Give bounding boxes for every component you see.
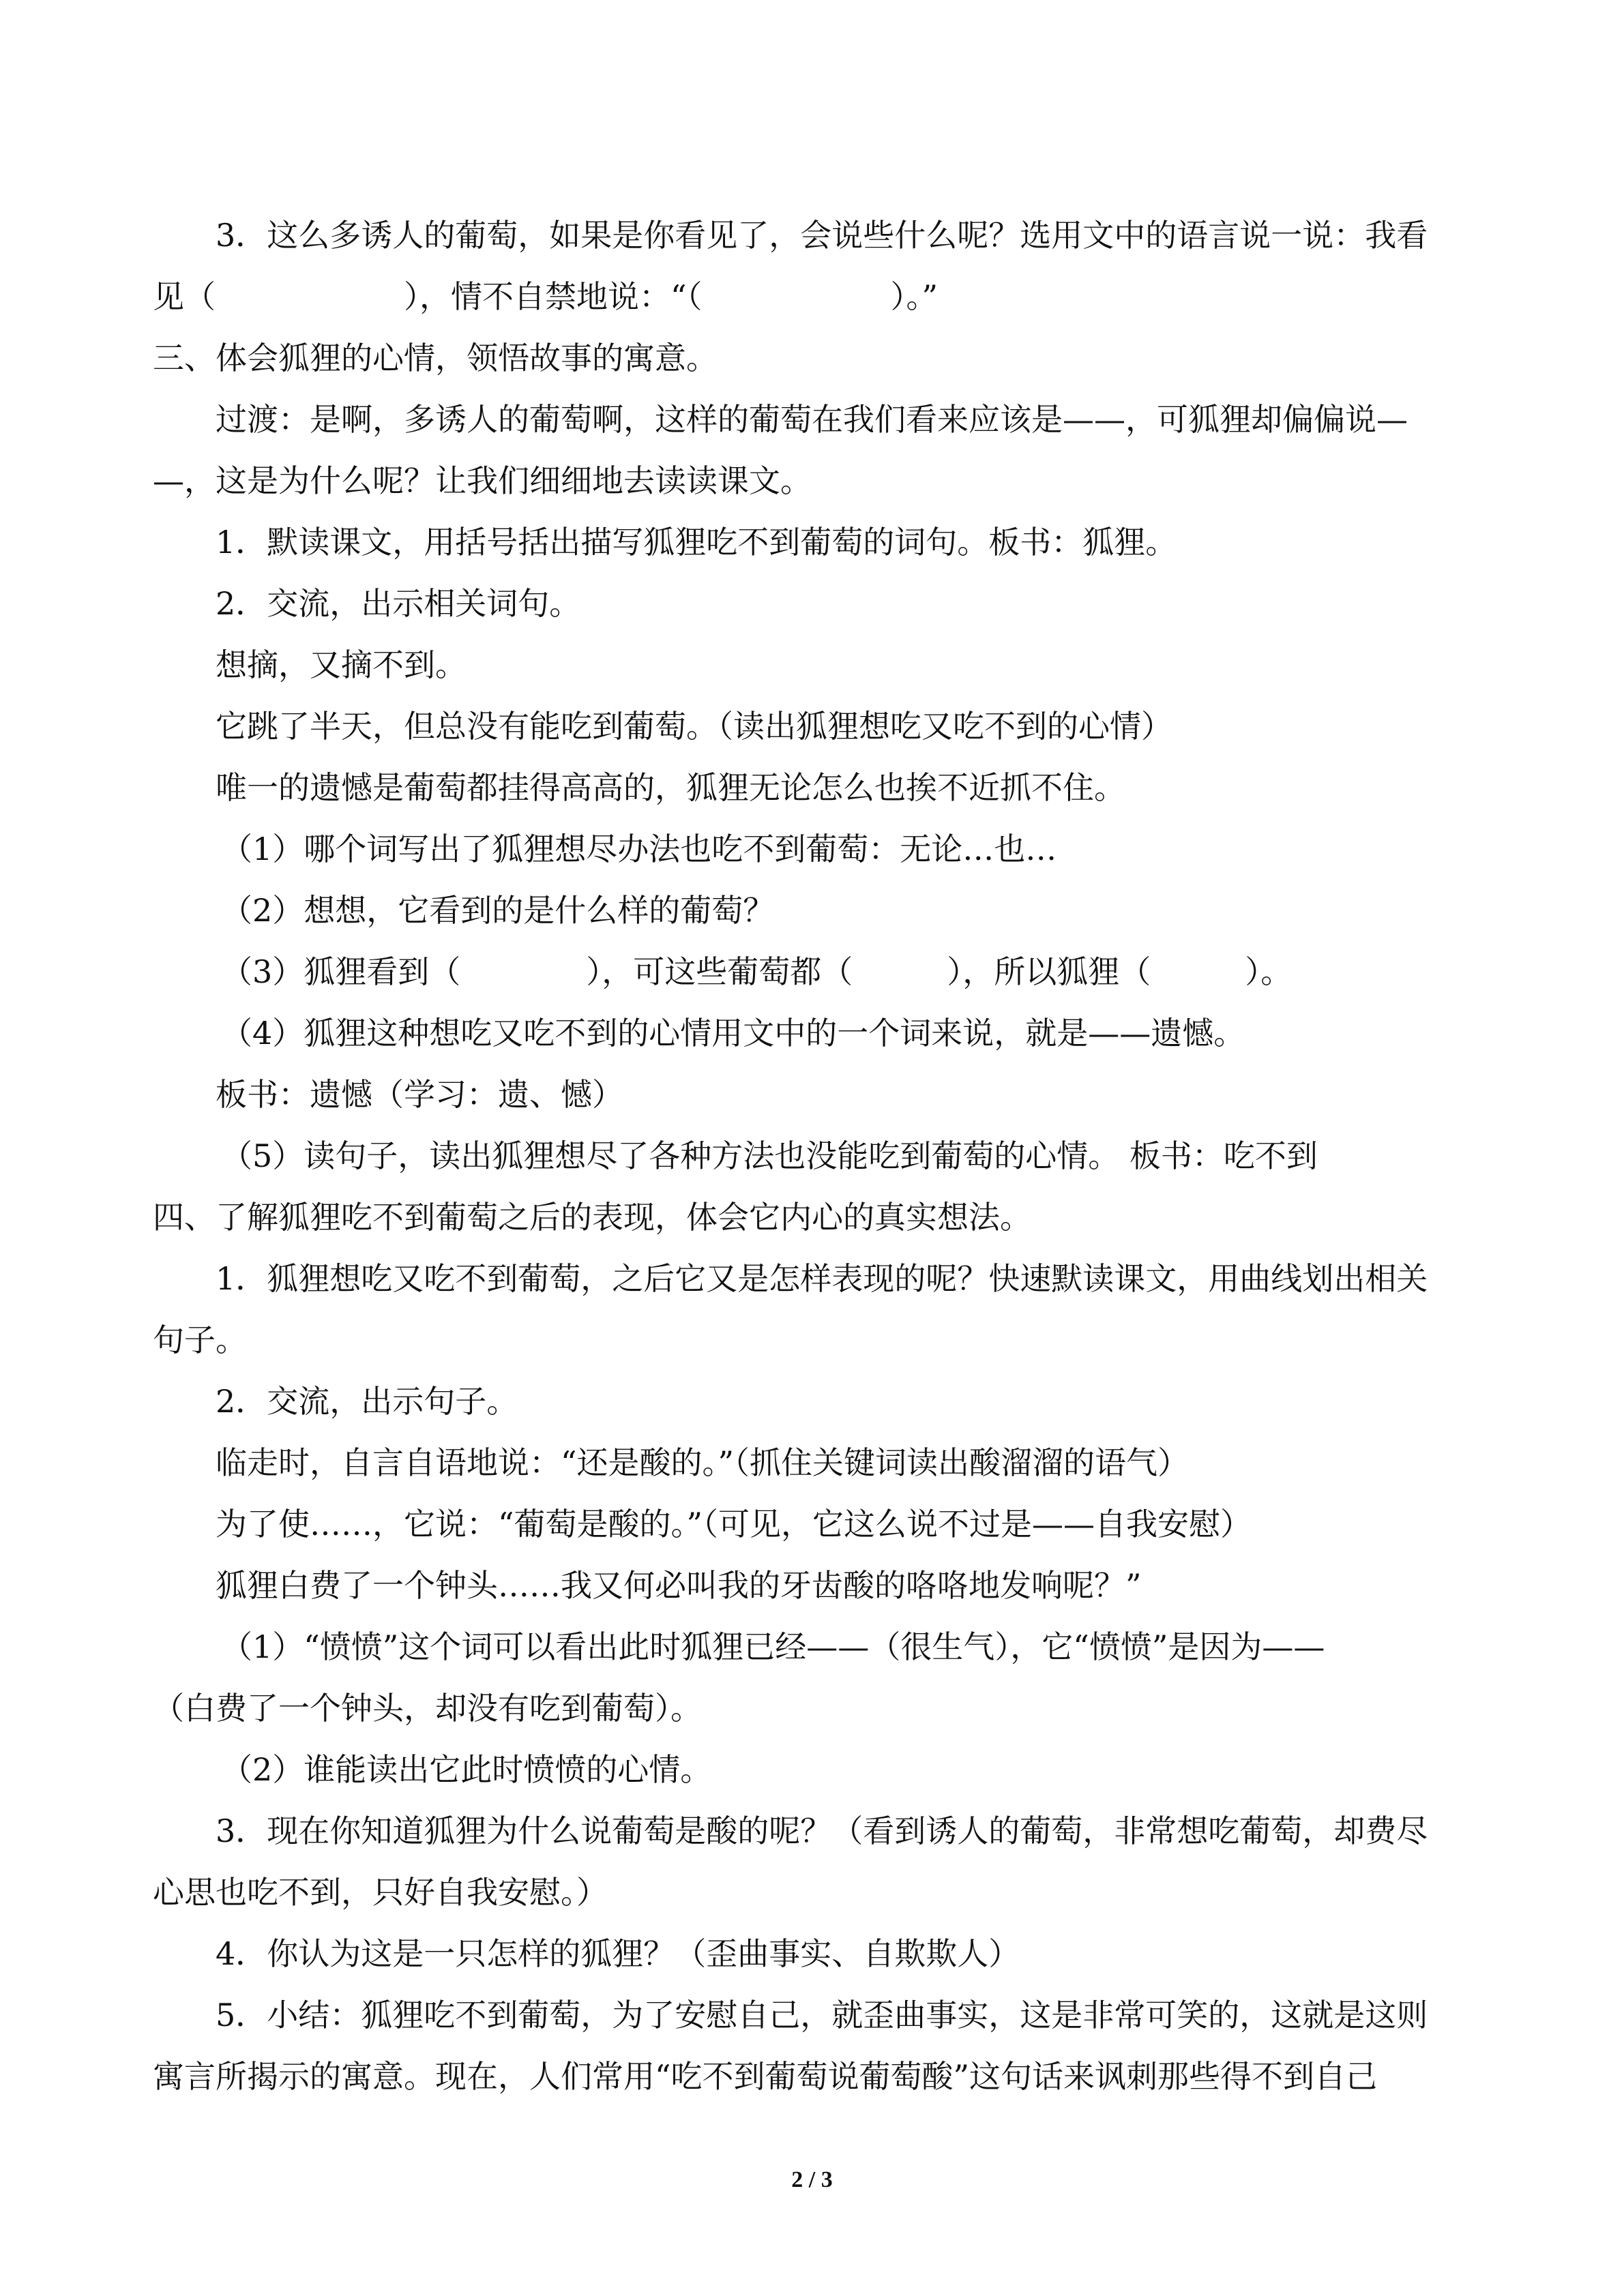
text-line: 句子。 <box>153 1322 247 1358</box>
page-number: 2 / 3 <box>791 2167 833 2192</box>
text-line: （1）“愤愤”这个词可以看出此时狐狸已经——（很生气），它“愤愤”是因为—— <box>221 1628 1325 1665</box>
text-line: —，这是为什么呢？让我们细细地去读读课文。 <box>153 462 812 499</box>
text-line: 心思也吃不到，只好自我安慰。） <box>153 1874 608 1911</box>
text-line: 板书：遗憾（学习：遗、憾） <box>216 1076 623 1113</box>
text-line: 1．狐狸想吃又吃不到葡萄，之后它又是怎样表现的呢？快速默读课文，用曲线划出相关 <box>216 1260 1428 1297</box>
text-line: 寓言所揭示的寓意。现在，人们常用“吃不到葡萄说葡萄酸”这句话来讽刺那些得不到自己 <box>153 2058 1378 2095</box>
text-line: 想摘，又摘不到。 <box>216 646 467 683</box>
document-body <box>153 205 1473 2107</box>
text-line: 临走时，自言自语地说：“还是酸的。”（抓住关键词读出酸溜溜的语气） <box>216 1444 1190 1481</box>
text-line: （4）狐狸这种想吃又吃不到的心情用文中的一个词来说，就是——遗憾。 <box>221 1015 1245 1052</box>
text-line: 四、了解狐狸吃不到葡萄之后的表现，体会它内心的真实想法。 <box>153 1199 1031 1236</box>
text-line: （1）哪个词写出了狐狸想尽办法也吃不到葡萄：无论…也… <box>221 831 1057 867</box>
text-line: 狐狸白费了一个钟头……我又何必叫我的牙齿酸的咯咯地发响呢？” <box>216 1567 1142 1604</box>
text-line: 5．小结：狐狸吃不到葡萄，为了安慰自己，就歪曲事实，这是非常可笑的，这就是这则 <box>216 1997 1428 2033</box>
text-line: （5）读句子，读出狐狸想尽了各种方法也没能吃到葡萄的心情。 板书：吃不到 <box>221 1137 1318 1174</box>
text-line: （2）谁能读出它此时愤愤的心情。 <box>221 1751 712 1788</box>
text-line: 为了使……，它说：“葡萄是酸的。”（可见，它这么说不过是——自我安慰） <box>216 1506 1252 1542</box>
text-line: 3．这么多诱人的葡萄，如果是你看见了，会说些什么呢？选用文中的语言说一说：我看 <box>216 217 1428 254</box>
text-line: 2．交流，出示句子。 <box>216 1383 518 1420</box>
text-line: 1．默读课文，用括号括出描写狐狸吃不到葡萄的词句。板书：狐狸。 <box>216 524 1177 561</box>
text-line: 它跳了半天，但总没有能吃到葡萄。（读出狐狸想吃又吃不到的心情） <box>216 708 1172 745</box>
text-line: 唯一的遗憾是葡萄都挂得高高的，狐狸无论怎么也挨不近抓不住。 <box>216 769 1125 806</box>
text-line: 三、体会狐狸的心情，领悟故事的寓意。 <box>153 340 718 376</box>
text-line: 2．交流，出示相关词句。 <box>216 585 581 622</box>
text-line: 3．现在你知道狐狸为什么说葡萄是酸的呢？（看到诱人的葡萄，非常想吃葡萄，却费尽 <box>216 1813 1428 1849</box>
text-line: （3）狐狸看到（ ），可这些葡萄都（ ），所以狐狸（ ）。 <box>221 953 1293 990</box>
text-line: （白费了一个钟头，却没有吃到葡萄）。 <box>153 1690 702 1727</box>
text-line: （2）想想，它看到的是什么样的葡萄？ <box>221 892 775 929</box>
text-line: 过渡：是啊，多诱人的葡萄啊，这样的葡萄在我们看来应该是——，可狐狸却偏偏说— <box>216 401 1408 438</box>
text-line: 见（ ），情不自禁地说：“（ ）。” <box>153 278 939 315</box>
text-line: 4．你认为这是一只怎样的狐狸？（歪曲事实、自欺欺人） <box>216 1935 1020 1972</box>
